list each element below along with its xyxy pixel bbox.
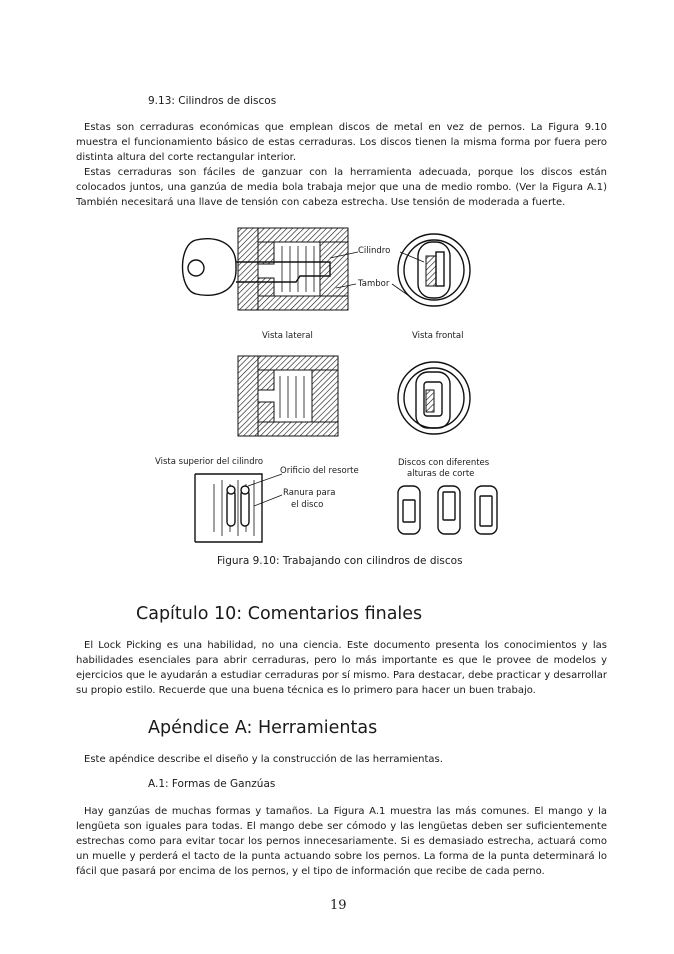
paragraph: Estas son cerraduras económicas que emplean discos de metal en vez de pernos. La Figura 9.10 muestra el funcionamiento básico de estas cerraduras. Los discos tienen la misma forma por fuera pero distinta altura del corte rectangular interior. xyxy=(76,122,607,163)
label-tambor: Tambor xyxy=(358,279,390,289)
appendix-body xyxy=(76,804,607,879)
label-vista-lateral: Vista lateral xyxy=(262,331,313,341)
label-discos-line2: alturas de corte xyxy=(407,469,475,479)
label-vista-frontal: Vista frontal xyxy=(412,331,464,341)
side-view-bottom xyxy=(238,356,338,436)
figure-caption: Figura 9.10: Trabajando con cilindros de discos xyxy=(217,555,463,567)
disc-variants xyxy=(398,486,497,534)
front-view-bottom xyxy=(398,362,470,434)
label-discos-line1: Discos con diferentes xyxy=(398,458,490,468)
label-vista-superior: Vista superior del cilindro xyxy=(155,457,264,467)
label-orificio: Orificio del resorte xyxy=(280,466,359,476)
label-ranura-line2: el disco xyxy=(291,500,324,510)
disc-cylinder-figure xyxy=(0,210,674,570)
appendix-title: Apéndice A: Herramientas xyxy=(148,718,378,738)
paragraph: Este apéndice describe el diseño y la construcción de las herramientas. xyxy=(84,754,443,765)
page-number: 19 xyxy=(330,898,347,913)
label-ranura-line1: Ranura para xyxy=(283,488,336,498)
label-cilindro: Cilindro xyxy=(358,246,391,256)
paragraph: Hay ganzúas de muchas formas y tamaños. La Figura A.1 muestra las más comunes. El mango y la lengüeta son iguales para todas. El mango debe ser cómodo y las lengüetas deben ser suficientemente estrechas como para evitar tocar los pernos innecesariamente. Si es demasiado estrecha, actuará como un muelle y perderá el tacto de la punta actuando sobre los pernos. La forma de la punta determinará lo fácil que pasará por encima de los pernos, y el tipo de información que recibe de cada perno. xyxy=(76,806,607,877)
subsection-title: A.1: Formas de Ganzúas xyxy=(148,778,276,790)
section-title: 9.13: Cilindros de discos xyxy=(148,95,277,107)
paragraph: Estas cerraduras son fáciles de ganzuar con la herramienta adecuada, porque los discos están colocados juntos, una ganzúa de media bola trabaja mejor que una de medio rombo. (Ver la Figura A.1) También necesitará una llave de tensión con cabeza estrecha. Use tensión de moderada a fuerte. xyxy=(76,167,607,208)
chapter-body xyxy=(76,638,607,698)
section-body xyxy=(76,120,607,210)
paragraph: El Lock Picking es una habilidad, no una ciencia. Este documento presenta los conocimientos y las habilidades esenciales para abrir cerraduras, pero lo más importante es que le provee de modelos y ejercicios que le ayudarán a estudiar cerraduras por sí mismo. Para destacar, debe practicar y desarrollar su propio estilo. Recuerde que una buena técnica es lo primero para hacer un buen trabajo. xyxy=(76,640,607,696)
side-view-top xyxy=(238,228,348,310)
chapter-title: Capítulo 10: Comentarios finales xyxy=(136,604,423,624)
appendix-intro xyxy=(76,752,607,767)
front-view-top xyxy=(398,234,470,306)
